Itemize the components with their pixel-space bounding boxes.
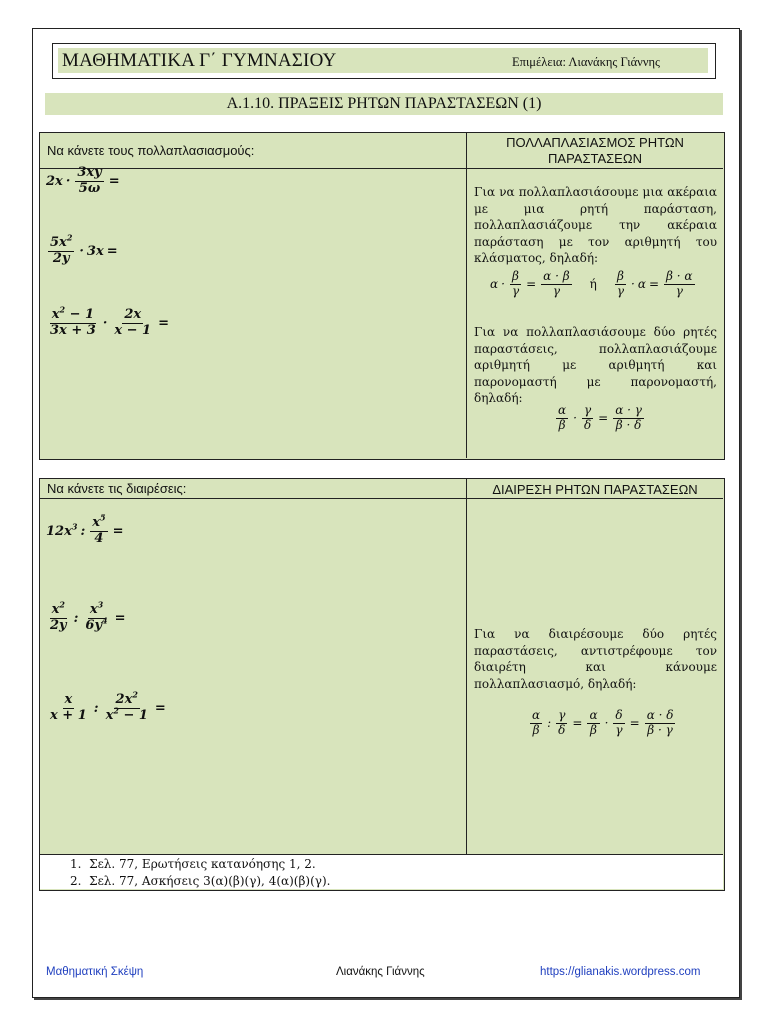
- division-exercise-3: $\frac{x}{x + 1}$ : $\frac{2x^2}{x^2 - 1}$ =: [50, 689, 166, 723]
- exercise-item-2-text: Σελ. 77, Ασκήσεις 3(α)(β)(γ), 4(α)(β)(γ).: [89, 874, 331, 888]
- multiplication-task-label: Να κάνετε τους πολλαπλασιασμούς:: [47, 143, 255, 158]
- exercise-item-1: 1. Σελ. 77, Ερωτήσεις κατανόησης 1, 2.: [70, 857, 316, 871]
- multiplication-theory-text-1: Για να πολλαπλασιάσουμε μια ακέραια με μια ρητή παράσταση, πολλαπλασιάζουμε την ακέραια παράσταση με τον αριθμητή του κλάσματος, δηλαδή:: [474, 185, 717, 265]
- multiplication-theory-text-2: Για να πολλαπλασιάσουμε δύο ρητές παραστάσεις, πολλαπλασιάζουμε αριθμητή με αριθμητή και παρονομαστή με παρονομαστή, δηλαδή:: [474, 325, 717, 405]
- division-theory-text: Για να διαιρέσουμε δύο ρητές παραστάσεις, αντιστρέφουμε τον διαιρέτη και κάνουμε πολλαπλασιασμό, δηλαδή:: [474, 627, 717, 691]
- multiplication-theory-title: ΠΟΛΛΑΠΛΑΣΙΑΣΜΟΣ ΡΗΤΩΝ ΠΑΡΑΣΤΑΣΕΩΝ: [506, 135, 684, 166]
- footer-link[interactable]: https://glianakis.wordpress.com: [540, 966, 701, 978]
- formula-integer-times-fraction: α · $\frac{\beta}{\gamma}$ = $\frac{\alpha \cdot \beta}{\gamma}$ ή $\frac{\beta}{\gamma}$ · α = $\frac{\beta \cdot \alpha}{\gamma}$: [490, 269, 693, 298]
- division-theory-title: ΔΙΑΙΡΕΣΗ ΡΗΤΩΝ ΠΑΡΑΣΤΑΣΕΩΝ: [492, 482, 698, 497]
- division-exercise-1: $12x^3$ : $\frac{x^5}{4}$ =: [46, 512, 124, 546]
- formula-or-word: ή: [589, 277, 597, 292]
- formula-fraction-times-fraction: $\frac{\alpha}{\beta}$ · $\frac{\gamma}{\delta}$ = $\frac{\alpha \cdot \gamma}{\beta \cdot \delta}$: [558, 403, 642, 432]
- exercise-item-1-text: Σελ. 77, Ερωτήσεις κατανόησης 1, 2.: [89, 857, 316, 871]
- footer-left: Μαθηματική Σκέψη: [46, 966, 144, 978]
- footer-center: Λιανάκης Γιάννης: [336, 966, 425, 978]
- formula-division: $\frac{\alpha}{\beta}$ : $\frac{\gamma}{\delta}$ = $\frac{\alpha}{\beta}$ · $\frac{\delta}{\gamma}$ = $\frac{\alpha \cdot \delta}{\beta \cdot \gamma}$: [532, 708, 674, 737]
- multiplication-exercise-1: 2x · $\frac{3xy}{5\omega}$ =: [46, 165, 120, 196]
- exercise-item-2: 2. Σελ. 77, Ασκήσεις 3(α)(β)(γ), 4(α)(β)(γ).: [70, 874, 331, 888]
- division-task-label: Να κάνετε τις διαιρέσεις:: [47, 481, 187, 496]
- division-exercise-2: $\frac{x^2}{2y}$ : $\frac{x^3}{6y^4}$ =: [50, 599, 126, 633]
- multiplication-exercise-3: $\frac{x^2 - 1}{3x + 3}$ · $\frac{2x}{x - 1}$ =: [50, 304, 170, 338]
- multiplication-header-line: [40, 168, 723, 169]
- division-divider: [466, 479, 467, 854]
- section-title: Α.1.10. ΠΡΑΞΕΙΣ ΡΗΤΩΝ ΠΑΡΑΣΤΑΣΕΩΝ (1): [226, 95, 542, 112]
- header-title: ΜΑΘΗΜΑΤΙΚΑ Γ΄ ΓΥΜΝΑΣΙΟΥ: [62, 50, 337, 71]
- multiplication-divider: [466, 133, 467, 458]
- header-author: Επιμέλεια: Λιανάκης Γιάννης: [512, 55, 660, 69]
- multiplication-exercise-2: $\frac{5x^2}{2y}$ · 3x =: [50, 232, 118, 266]
- division-header-line: [40, 498, 723, 499]
